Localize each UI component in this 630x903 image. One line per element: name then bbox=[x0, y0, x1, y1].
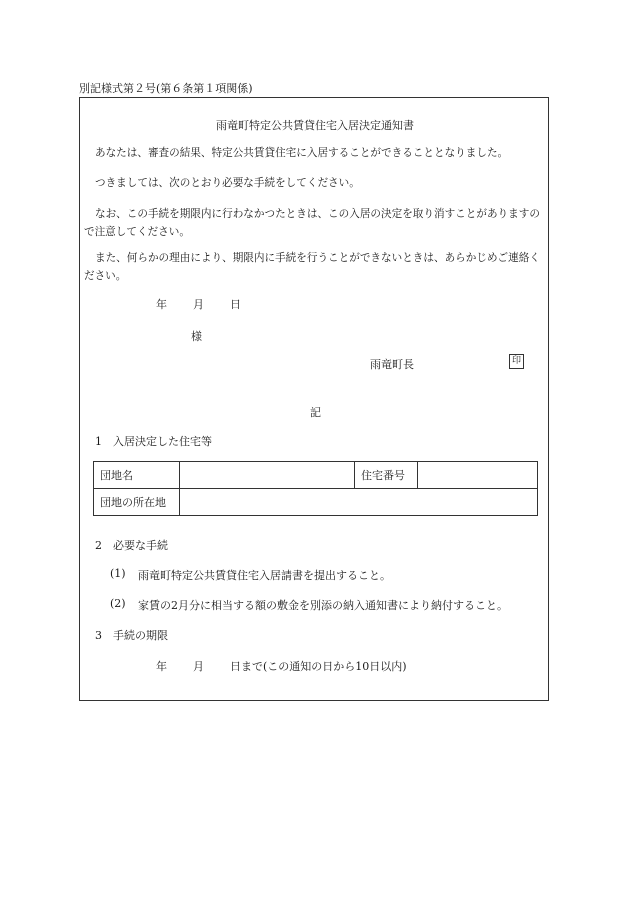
location-label: 団地の所在地 bbox=[94, 489, 180, 516]
step-2-number: (2) bbox=[110, 597, 126, 610]
paragraph-2: つきましては、次のとおり必要な手続をしてください。 bbox=[95, 177, 360, 189]
deadline-year: 年 bbox=[156, 660, 167, 673]
step-2-text: 家賃の2月分に相当する額の敷金を別添の納入通知書により納付すること。 bbox=[138, 599, 508, 612]
deadline-rest: 日まで(この通知の日から10日以内) bbox=[230, 660, 407, 673]
danchi-label: 団地名 bbox=[94, 462, 180, 489]
danchi-value-field[interactable] bbox=[180, 462, 355, 489]
step-1-number: (1) bbox=[110, 567, 126, 580]
step-1-text: 雨竜町特定公共賃貸住宅入居請書を提出すること。 bbox=[138, 569, 391, 582]
date-day: 日 bbox=[230, 298, 241, 311]
section-2-title: 2 必要な手続 bbox=[95, 539, 168, 552]
section-1-title: 1 入居決定した住宅等 bbox=[95, 435, 212, 448]
section-3-title: 3 手続の期限 bbox=[95, 629, 168, 642]
addressee-suffix: 様 bbox=[191, 330, 202, 343]
jutaku-value-field[interactable] bbox=[418, 462, 538, 489]
issuer: 雨竜町長 bbox=[370, 358, 414, 371]
paragraph-4: また、何らかの理由により、期限内に手続を行うことができないときは、あらかじめご連絡ください。 bbox=[84, 252, 540, 282]
date-year: 年 bbox=[156, 298, 167, 311]
jutaku-label: 住宅番号 bbox=[355, 462, 418, 489]
ki-heading: 記 bbox=[310, 406, 321, 419]
paragraph-1: あなたは、審査の結果、特定公共賃貸住宅に入居することができることとなりました。 bbox=[95, 147, 509, 159]
form-number: 別記様式第２号(第６条第１項関係) bbox=[79, 82, 253, 95]
deadline-month: 月 bbox=[193, 660, 204, 673]
table-row bbox=[94, 489, 538, 516]
seal-mark: 印 bbox=[509, 354, 524, 369]
table-row bbox=[94, 462, 538, 489]
housing-info-table bbox=[93, 461, 538, 516]
document-title: 雨竜町特定公共賃貸住宅入居決定通知書 bbox=[216, 119, 414, 132]
date-month: 月 bbox=[193, 298, 204, 311]
paragraph-3: なお、この手続を期限内に行わなかつたときは、この入居の決定を取り消すことがありますので注意してください。 bbox=[84, 208, 540, 238]
location-value-field[interactable] bbox=[180, 489, 538, 516]
